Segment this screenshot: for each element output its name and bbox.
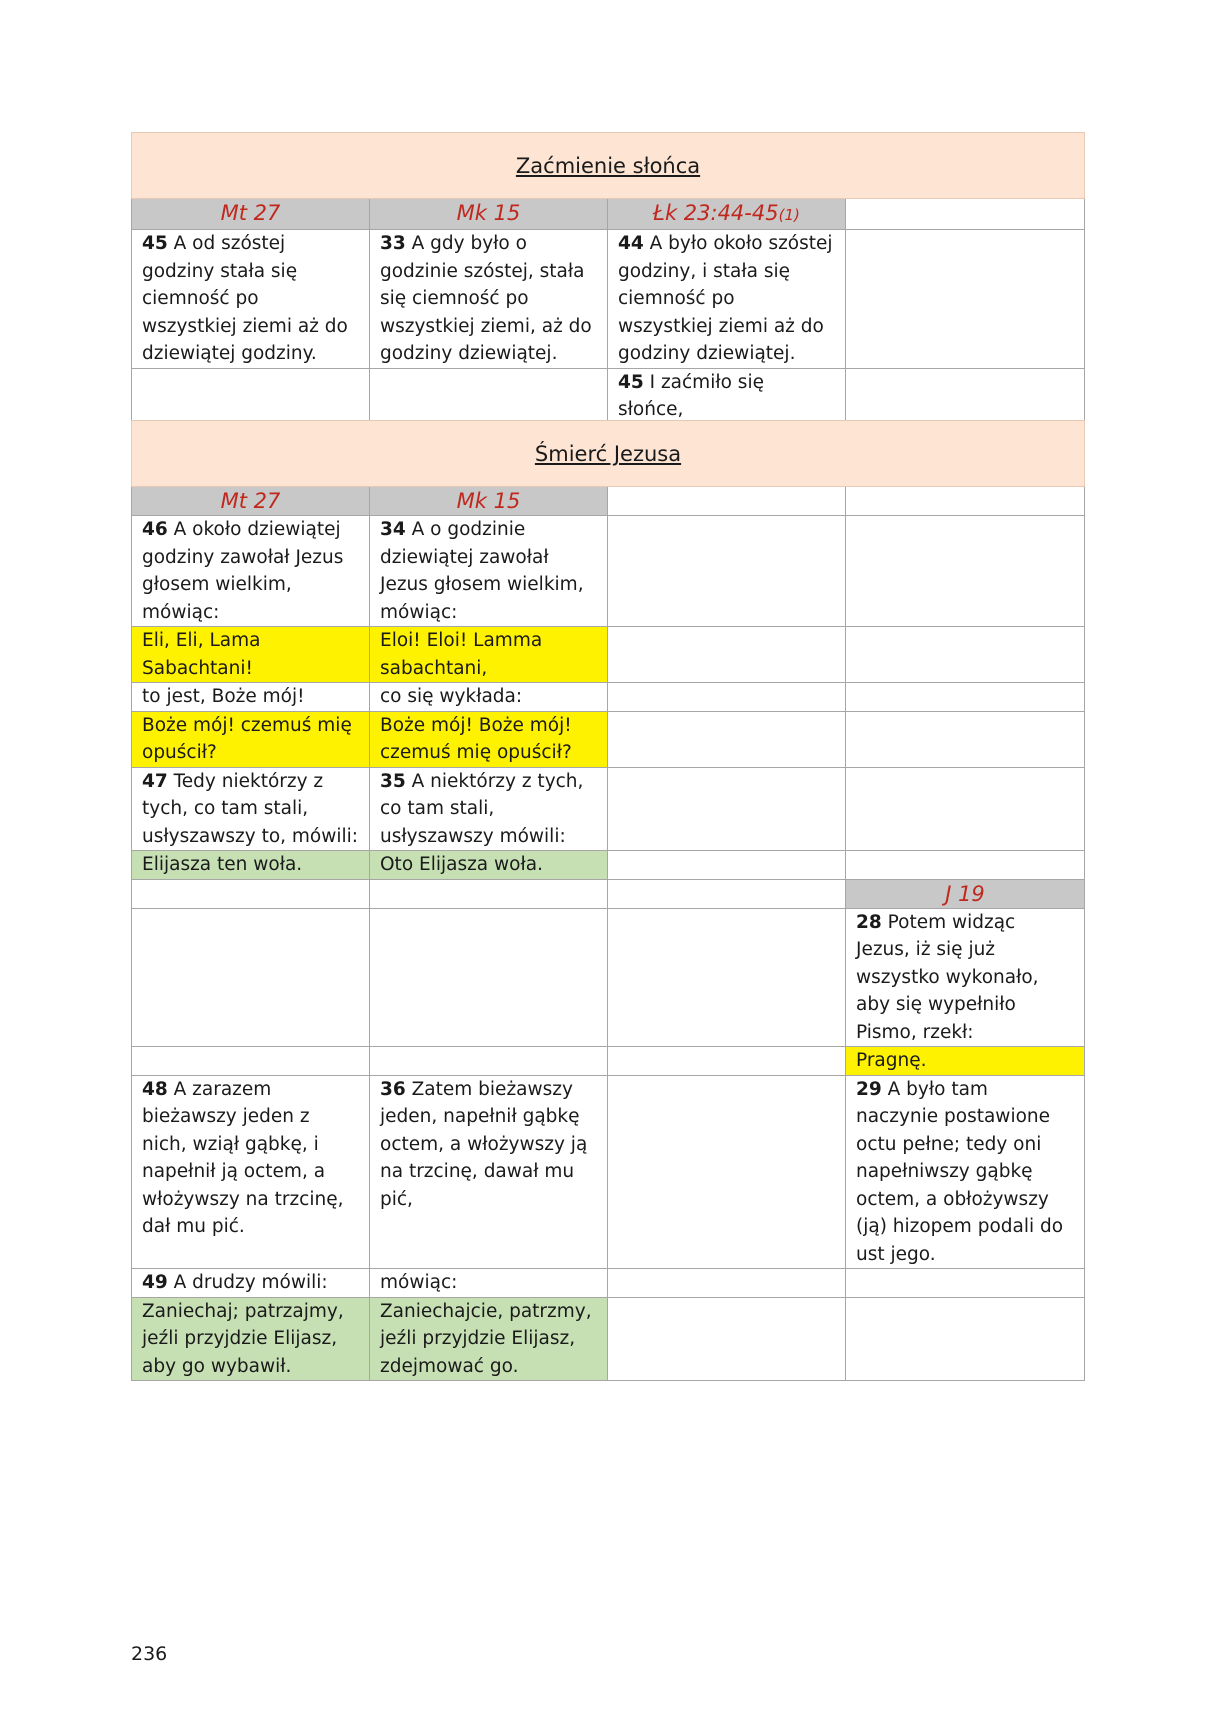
page-number: 236 (131, 1643, 168, 1665)
verse-number: 49 (142, 1272, 168, 1293)
verse-cell (846, 516, 1085, 627)
verse-cell (370, 879, 608, 908)
verse-number: 46 (142, 519, 168, 540)
verse-cell: 47 Tedy niektórzy z tych, co tam stali, usłyszawszy to, mówili: (132, 767, 370, 851)
verse-cell (846, 230, 1085, 369)
verse-cell (608, 879, 846, 908)
verse-number: 29 (856, 1078, 882, 1100)
column-header: Mt 27 (132, 487, 370, 516)
verse-cell (846, 1297, 1085, 1381)
column-header: Mk 15 (370, 199, 608, 230)
column-header: Mk 15 (370, 487, 608, 516)
verse-cell: 48 A zarazem bieżawszy jeden z nich, wziął gąbkę, i napełnił ją octem, a włożywszy na trzcinę, dał mu pić. (132, 1075, 370, 1269)
column-header: J 19 (846, 879, 1085, 908)
verse-cell (132, 368, 370, 424)
verse-cell: co się wykłada: (370, 683, 608, 712)
section-death (131, 420, 1085, 1381)
verse-cell (608, 1047, 846, 1076)
column-header-empty (846, 199, 1085, 230)
verse-cell: 28 Potem widząc Jezus, iż się już wszystko wykonało, aby się wypełniło Pismo, rzekł: (846, 908, 1085, 1047)
column-header: Łk 23:44-45(1) (608, 199, 846, 230)
verse-number: 33 (380, 233, 406, 254)
verse-cell: to jest, Boże mój! (132, 683, 370, 712)
verse-cell (846, 851, 1085, 880)
verse-cell (846, 368, 1085, 424)
verse-cell (370, 908, 608, 1047)
verse-cell (608, 1269, 846, 1298)
verse-cell (608, 711, 846, 767)
verse-cell (132, 1047, 370, 1076)
verse-cell: 29 A było tam naczynie postawione octu pełne; tedy oni napełniwszy gąbkę octem, a obłożywszy (ją) hizopem podali do ust jego. (846, 1075, 1085, 1269)
verse-cell (608, 851, 846, 880)
verse-cell-highlight: Zaniechajcie, patrzmy, jeźli przyjdzie Elijasz, zdejmować go. (370, 1297, 608, 1381)
verse-cell-highlight: Pragnę. (846, 1047, 1085, 1076)
verse-cell (608, 627, 846, 683)
verse-cell (846, 767, 1085, 851)
column-header-empty (846, 487, 1085, 516)
verse-cell: 49 A drudzy mówili: (132, 1269, 370, 1298)
verse-cell: 33 A gdy było o godzinie szóstej, stała się ciemność po wszystkiej ziemi, aż do godziny dziewiątej. (370, 230, 608, 369)
verse-cell (846, 627, 1085, 683)
verse-cell-highlight: Boże mój! czemuś mię opuścił? (132, 711, 370, 767)
verse-cell-highlight: Elijasza ten woła. (132, 851, 370, 880)
verse-cell (846, 1269, 1085, 1298)
verse-number: 45 (142, 233, 168, 254)
column-header: Mt 27 (132, 199, 370, 230)
section-title: Śmierć Jezusa (132, 421, 1085, 487)
verse-cell: 34 A o godzinie dziewiątej zawołał Jezus głosem wielkim, mówiąc: (370, 516, 608, 627)
verse-cell (370, 1047, 608, 1076)
verse-cell-highlight: Eloi! Eloi! Lamma sabachtani, (370, 627, 608, 683)
verse-cell (846, 711, 1085, 767)
verse-cell (132, 879, 370, 908)
verse-cell (608, 767, 846, 851)
section-title: Zaćmienie słońca (132, 133, 1085, 199)
verse-cell (608, 1075, 846, 1269)
verse-number: 35 (380, 770, 406, 792)
verse-cell: 44 A było około szóstej godziny, i stała się ciemność po wszystkiej ziemi aż do godziny dziewiątej. (608, 230, 846, 369)
verse-cell (608, 683, 846, 712)
verse-cell: 45 A od szóstej godziny stała się ciemność po wszystkiej ziemi aż do dziewiątej godziny. (132, 230, 370, 369)
verse-cell (608, 908, 846, 1047)
verse-number: 44 (618, 233, 644, 254)
verse-number: 34 (380, 519, 406, 540)
verse-cell: 35 A niektórzy z tych, co tam stali, usłyszawszy mówili: (370, 767, 608, 851)
verse-cell (608, 516, 846, 627)
verse-number: 36 (380, 1078, 406, 1100)
verse-number: 45 (618, 371, 644, 393)
verse-cell-highlight: Oto Elijasza woła. (370, 851, 608, 880)
section-eclipse (131, 132, 1085, 425)
verse-number: 28 (856, 911, 882, 933)
verse-cell-highlight: Boże mój! Boże mój! czemuś mię opuścił? (370, 711, 608, 767)
verse-number: 47 (142, 770, 168, 792)
verse-cell: 46 A około dziewiątej godziny zawołał Jezus głosem wielkim, mówiąc: (132, 516, 370, 627)
verse-cell (846, 683, 1085, 712)
verse-cell: 36 Zatem bieżawszy jeden, napełnił gąbkę octem, a włożywszy ją na trzcinę, dawał mu pić, (370, 1075, 608, 1269)
verse-cell-highlight: Eli, Eli, Lama Sabachtani! (132, 627, 370, 683)
verse-cell: 45 I zaćmiło się słońce, (608, 368, 846, 424)
verse-cell (608, 1297, 846, 1381)
column-header-empty (608, 487, 846, 516)
verse-cell (370, 368, 608, 424)
verse-cell-highlight: Zaniechaj; patrzajmy, jeźli przyjdzie Elijasz, aby go wybawił. (132, 1297, 370, 1381)
verse-cell (132, 908, 370, 1047)
verse-cell: mówiąc: (370, 1269, 608, 1298)
verse-number: 48 (142, 1078, 168, 1100)
